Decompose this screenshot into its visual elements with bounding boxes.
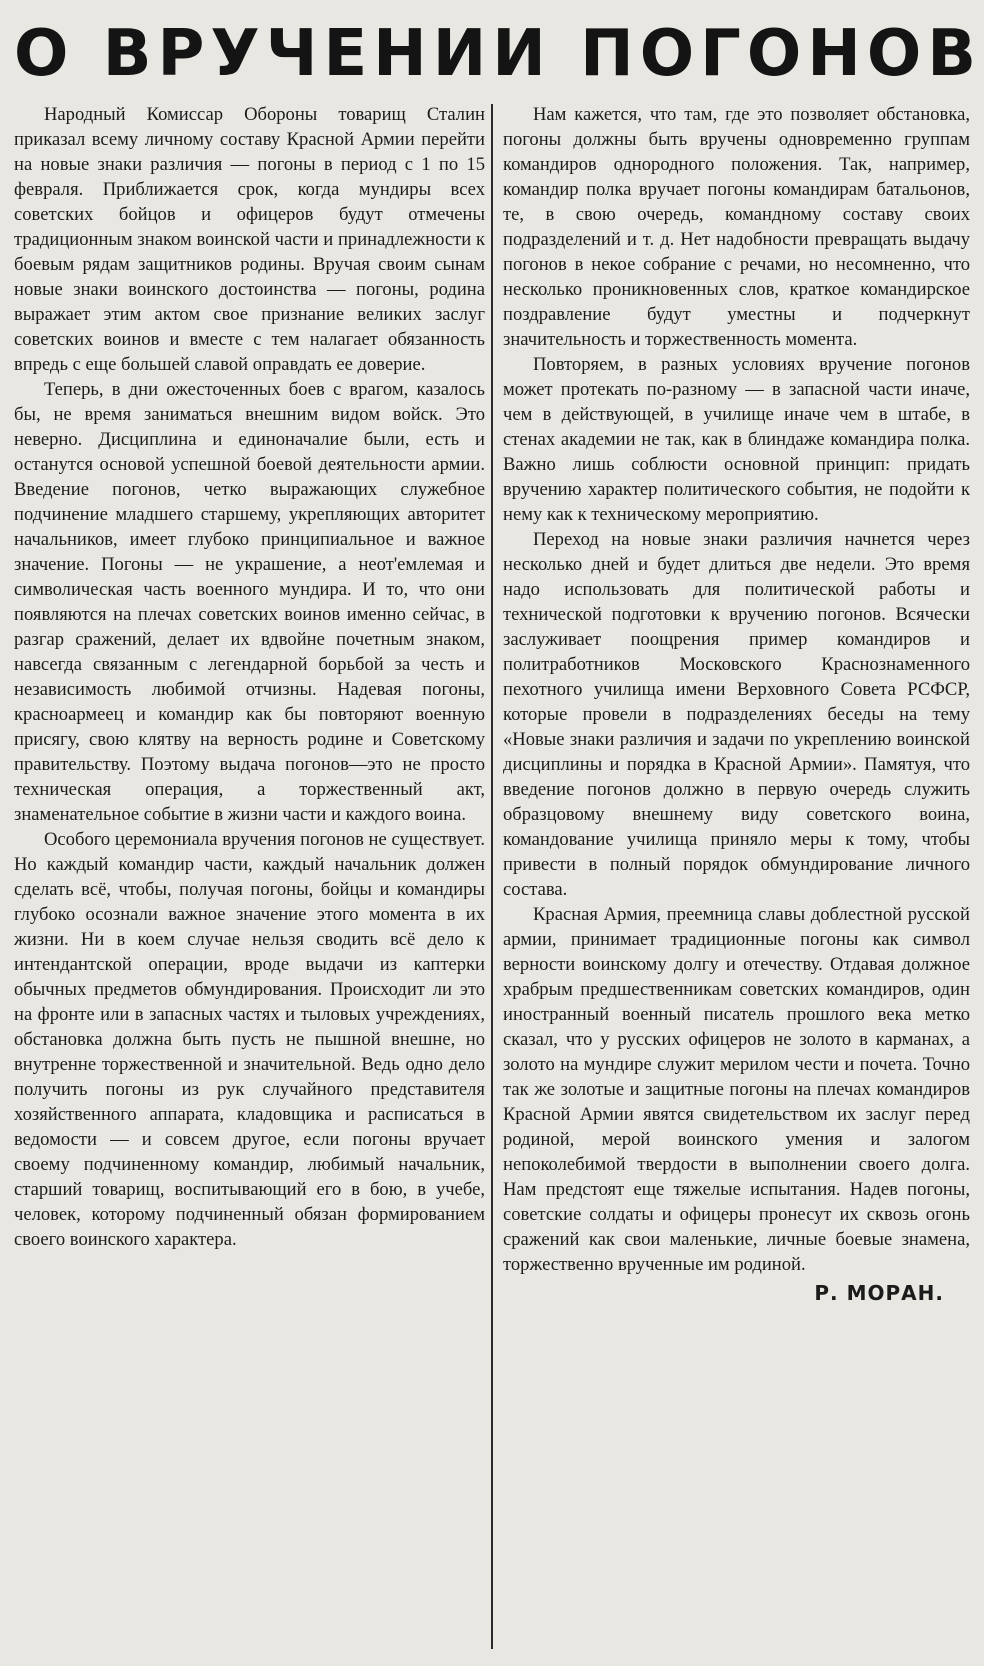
right-column bbox=[493, 102, 970, 1649]
paragraph: Нам кажется, что там, где это позволяет обстановка, погоны должны быть вручены одновременно группам командиров однородного положения. Так, например, командир полка вручает погоны командирам батальонов, те, в свою очередь, командному составу своих подразделений и т. д. Нет надобности превращать выдачу погонов в некое собрание с речами, но несомненно, что несколько проникновенных слов, краткое командирское поздравление будут уместны и подчеркнут значительность и торжественность момента. bbox=[503, 104, 970, 350]
paragraph: Красная Армия, преемница славы доблестной русской армии, принимает традиционные погоны как символ верности воинскому долгу и отечеству. Отдавая должное храбрым предшественникам советских командиров, один иностранный военный писатель прошлого века метко сказал, что у русских офицеров не золото в карманах, а золото на мундире служит мерилом чести и почета. Точно так же золотые и защитные погоны на плечах командиров Красной Армии явятся свидетельством их заслуг перед родиной, мерой воинского умения и залогом непоколебимой твердости в выполнении своего долга. Нам предстоят еще тяжелые испытания. Надев погоны, советские солдаты и офицеры пронесут их сквозь огонь сражений как свои маленькие, личные боевые знамена, торжественно врученные им родиной. bbox=[503, 904, 970, 1275]
paragraph: Повторяем, в разных условиях вручение погонов может протекать по-разному — в запасной части иначе, чем в действующей, в училище иначе чем в штабе, в стенах академии не так, как в блиндаже командира полка. Важно лишь соблюсти основной принцип: придать вручению характер политического события, не подойти к нему как к техническому мероприятию. bbox=[503, 354, 970, 525]
left-column bbox=[14, 102, 491, 1649]
paragraph: Народный Комиссар Обороны товарищ Сталин приказал всему личному составу Красной Армии перейти на новые знаки различия — погоны в период с 1 по 15 февраля. Приближается срок, когда мундиры всех советских бойцов и офицеров будут отмечены традиционным знаком воинской части и принадлежности к боевым рядам защитников родины. Вручая своим сынам новые знаки воинского достоинства — погоны, родина выражает этим актом свое признание великих заслуг советских воинов и вместе с тем налагает обязанность впредь с еще большей славой оправдать ее доверие. bbox=[14, 104, 485, 375]
author-signature: Р. МОРАН. bbox=[814, 1281, 944, 1305]
paragraph: Особого церемониала вручения погонов не существует. Но каждый командир части, каждый начальник должен сделать всё, чтобы, получая погоны, бойцы и командиры глубоко осознали важное значение этого момента в их жизни. Ни в коем случае нельзя сводить всё дело к интендантской операции, вроде выдачи из каптерки обычных предметов обмундирования. Происходит ли это на фронте или в запасных частях и тыловых учреждениях, обстановка должна быть пусть не пышной внешне, но внутренне торжественной и значительной. Ведь одно дело получить погоны из рук случайного представителя хозяйственного аппарата, кладовщика и расписаться в ведомости — и совсем другое, если погоны вручает своему подчиненному командир, любимый начальник, старший товарищ, воспитывающий его в бою, в учебе, человек, которому подчиненный обязан формированием своего воинского характера. bbox=[14, 829, 485, 1250]
paragraph: Переход на новые знаки различия начнется через несколько дней и будет длиться две недели. Это время надо использовать для политической работы и технической подготовки к вручению погонов. Всячески заслуживает поощрения пример командиров и политработников Московского Краснознаменного пехотного училища имени Верховного Совета РСФСР, которые провели в подразделениях беседы на тему «Новые знаки различия и задачи по укреплению воинской дисциплины и порядка в Красной Армии». Памятуя, что введение погонов должно в первую очередь служить образцовому внешнему виду советского воина, командование училища приняло меры к тому, чтобы привести в полный порядок обмундирование личного состава. bbox=[503, 529, 970, 900]
article-columns bbox=[14, 102, 970, 1649]
article-headline: О ВРУЧЕНИИ ПОГОНОВ bbox=[14, 17, 983, 91]
paragraph: Теперь, в дни ожесточенных боев с врагом, казалось бы, не время заниматься внешним видом войск. Это неверно. Дисциплина и единоначалие были, есть и останутся основой успешной боевой деятельности армии. Введение погонов, четко выражающих служебное подчинение младшего старшему, укрепляющих авторитет начальников, имеет глубоко принципиальное и важное значение. Погоны — не украшение, а неот'емлемая и символическая часть военного мундира. И то, что они появляются на плечах советских воинов именно сейчас, в разгар сражений, делает их вдвойне почетным знаком, навсегда связанным с легендарной борьбой за честь и независимость любимой отчизны. Надевая погоны, красноармеец и командир как бы повторяют военную присягу, свою клятву на верность родине и Советскому правительству. Поэтому выдача погонов—это не просто техническая операция, а торжественный акт, знаменательное событие в жизни части и каждого воина. bbox=[14, 379, 485, 825]
